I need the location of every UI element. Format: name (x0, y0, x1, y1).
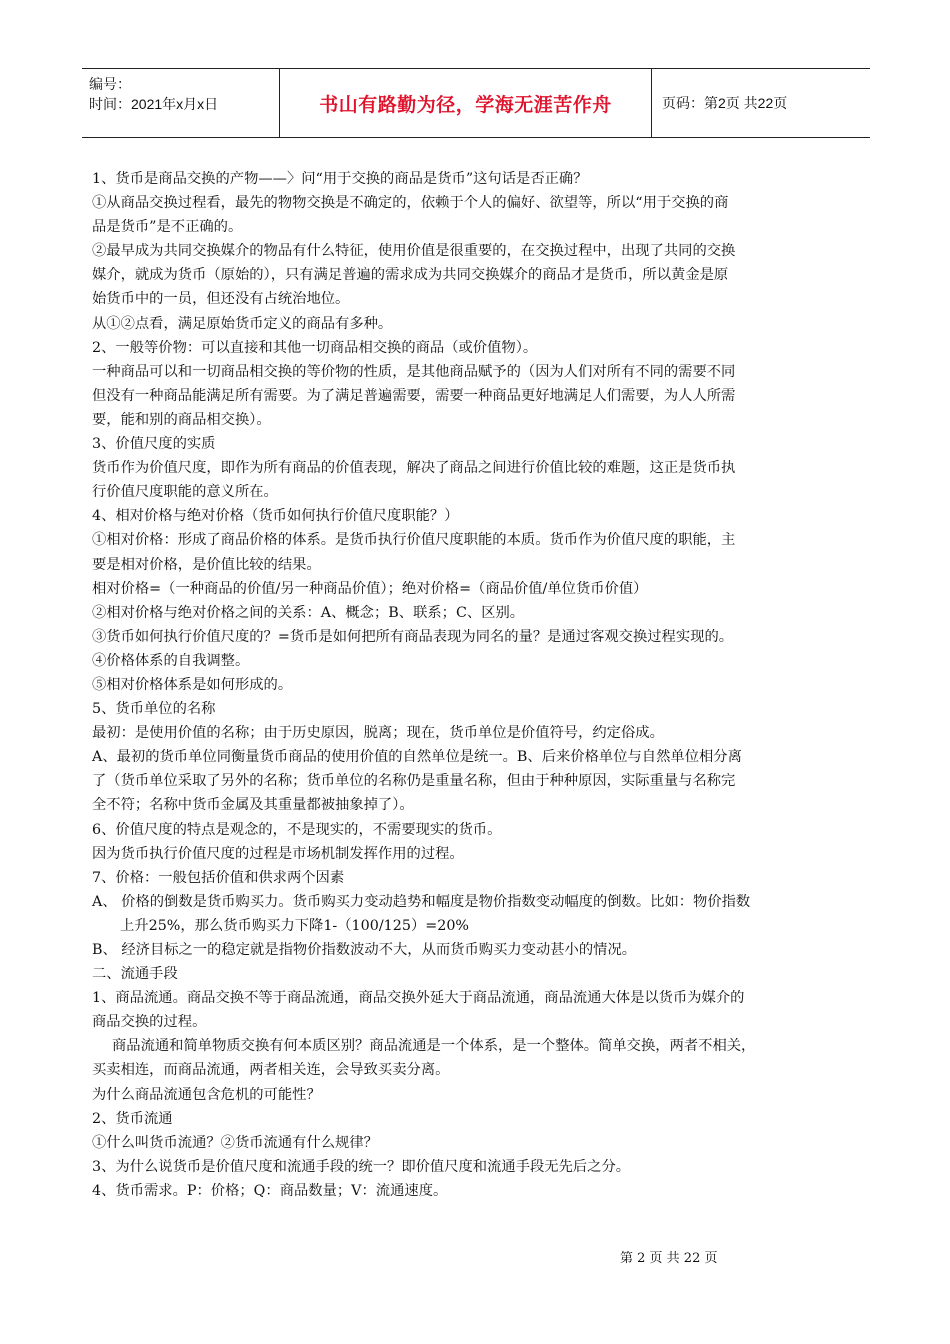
text-line: 从①②点看，满足原始货币定义的商品有多种。 (92, 315, 393, 332)
header-page-info: 页码：第2页 共22页 (662, 95, 788, 111)
text-line: 全不符；名称中货币金属及其重量都被抽象掉了）。 (92, 797, 414, 814)
page-header (82, 68, 870, 138)
text-line: B、 经济目标之一的稳定就是指物价指数波动不大，从而货币购买力变动甚小的情况。 (92, 942, 637, 958)
text-line: 6、价值尺度的特点是观念的，不是现实的，不需要现实的货币。 (92, 821, 502, 838)
text-line: 买卖相连，而商品流通，两者相关连，会导致买卖分离。 (92, 1062, 450, 1079)
text-line: 货币作为价值尺度，即作为所有商品的价值表现，解决了商品之间进行价值比较的难题，这正是货币执 (92, 460, 736, 477)
text-line: 要，能和别的商品相交换）。 (92, 411, 271, 428)
time-label: 时间：2021年x月x日 (89, 96, 219, 112)
text-line: 3、为什么说货币是价值尺度和流通手段的统一？即价值尺度和流通手段无先后之分。 (92, 1158, 631, 1175)
text-line: ②最早成为共同交换媒介的物品有什么特征，使用价值是很重要的，在交换过程中，出现了共同的交换 (92, 243, 736, 260)
header-meta (82, 69, 280, 137)
text-line: 4、货币需求。P：价格；Q：商品数量；V：流通速度。 (92, 1182, 448, 1199)
text-line: 上升25%，那么货币购买力下降1-（100/125）=20% (120, 917, 470, 934)
text-line: 1、商品流通。商品交换不等于商品流通，商品交换外延大于商品流通，商品流通大体是以货币为媒介的 (92, 990, 745, 1007)
text-line: 但没有一种商品能满足所有需要。为了满足普遍需要，需要一种商品更好地满足人们需要，为人人所需 (92, 387, 736, 404)
text-line: 1、货币是商品交换的产物——〉问“用于交换的商品是货币”这句话是否正确？ (92, 171, 588, 187)
text-line: 一种商品可以和一切商品相交换的等价物的性质，是其他商品赋予的（因为人们对所有不同的需要不同 (92, 363, 736, 380)
text-line: A、 价格的倒数是货币购买力。货币购买力变动趋势和幅度是物价指数变动幅度的倒数。比如：物价指数 (92, 893, 751, 910)
text-line: ②相对价格与绝对价格之间的关系：A、概念；B、联系；C、区别。 (92, 604, 525, 621)
text-line: A、最初的货币单位同衡量货币商品的使用价值的自然单位是统一。B、后来价格单位与自然单位相分离 (92, 749, 742, 766)
text-line: ④价格体系的自我调整。 (92, 652, 250, 669)
text-line: 品是货币”是不正确的。 (92, 219, 243, 236)
text-line: ①相对价格：形成了商品价格的体系。是货币执行价值尺度职能的本质。货币作为价值尺度的职能，主 (92, 532, 736, 549)
text-line: 行价值尺度职能的意义所在。 (92, 484, 278, 501)
text-line: 最初：是使用价值的名称；由于历史原因，脱离；现在，货币单位是价值符号，约定俗成。 (92, 725, 664, 742)
text-line: 了（货币单位采取了另外的名称；货币单位的名称仍是重量名称，但由于种种原因，实际重量与名称完 (92, 773, 736, 790)
text-line: 二、流通手段 (92, 966, 178, 983)
text-line: 2、一般等价物：可以直接和其他一切商品相交换的商品（或价值物）。 (92, 339, 538, 356)
text-line: ①从商品交换过程看，最先的物物交换是不确定的，依赖于个人的偏好、欲望等，所以“用于交换的商 (92, 195, 729, 212)
text-line: ③货币如何执行价值尺度的？=货币是如何把所有商品表现为同名的量？是通过客观交换过程实现的。 (92, 628, 734, 645)
text-line: 为什么商品流通包含危机的可能性？ (92, 1086, 321, 1103)
text-line: 媒介，就成为货币（原始的），只有满足普遍的需求成为共同交换媒介的商品才是货币，所以黄金是原 (92, 267, 729, 284)
header-motto: 书山有路勤为径，学海无涯苦作舟 (280, 69, 652, 137)
document-body (92, 167, 862, 1203)
text-line: ①什么叫货币流通？②货币流通有什么规律？ (92, 1134, 378, 1151)
text-line: 要是相对价格，是价值比较的结果。 (92, 556, 321, 573)
text-line: ⑤相对价格体系是如何形成的。 (92, 676, 293, 693)
text-line: 因为货币执行价值尺度的过程是市场机制发挥作用的过程。 (92, 845, 464, 862)
page-footer: 第 2 页 共 22 页 (620, 1251, 718, 1266)
text-line: 3、价值尺度的实质 (92, 436, 216, 453)
text-line: 2、货币流通 (92, 1110, 173, 1127)
text-line: 始货币中的一员，但还没有占统治地位。 (92, 291, 350, 308)
number-label: 编号： (89, 76, 131, 92)
text-line: 7、价格：一般包括价值和供求两个因素 (92, 869, 345, 886)
text-line: 商品流通和简单物质交换有何本质区别？商品流通是一个体系，是一个整体。简单交换，两者不相关， (112, 1038, 756, 1055)
text-line: 5、货币单位的名称 (92, 701, 216, 718)
text-line: 商品交换的过程。 (92, 1014, 207, 1031)
text-line: 4、相对价格与绝对价格（货币如何执行价值尺度职能？） (92, 508, 459, 525)
text-line: 相对价格=（一种商品的价值/另一种商品价值）；绝对价格=（商品价值/单位货币价值） (92, 580, 648, 597)
